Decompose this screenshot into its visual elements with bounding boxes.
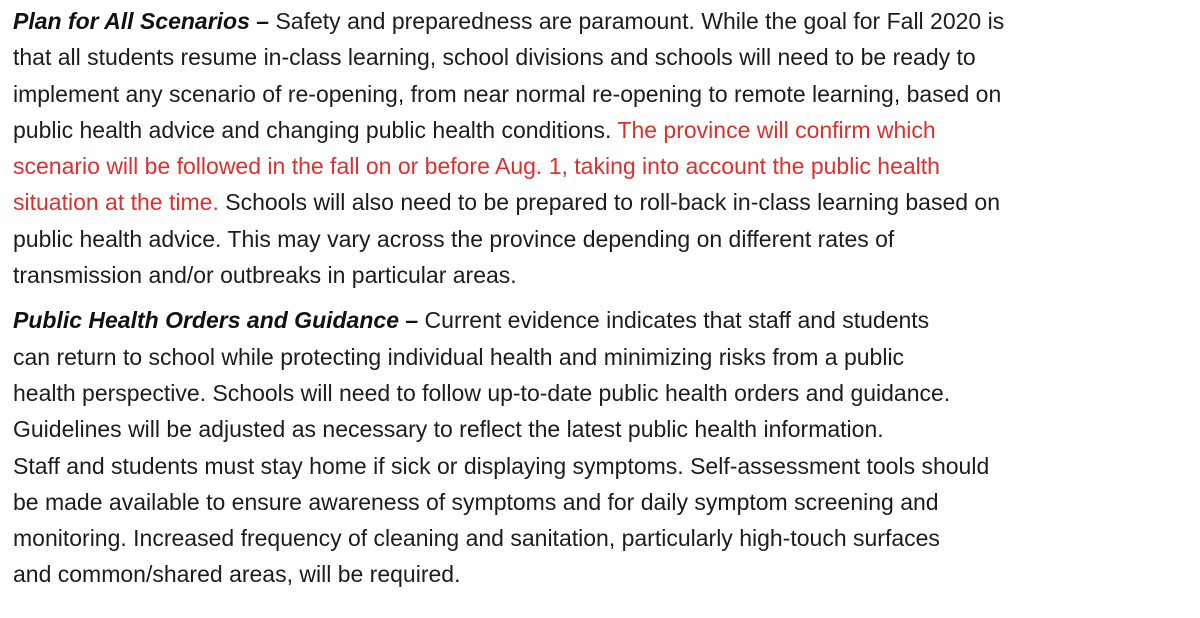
highlighted-text: scenario will be followed in the fall on or before Aug. 1, taking into account the public health [13,153,940,180]
text-run: be made available to ensure awareness of symptoms and for daily symptom screening and [13,488,939,515]
highlighted-text: The province will confirm which [617,116,936,143]
text-run: Safety and preparedness are paramount. While the goal for Fall 2020 is [269,8,1005,34]
text-run: Schools will also need to be prepared to roll-back in-class learning based on [218,189,1001,216]
text-run: Guidelines will be adjusted as necessary to reflect the latest public health information. [13,416,884,443]
paragraph-public-health-orders [13,302,1193,592]
text-line [13,3,1193,39]
text-run: Current evidence indicates that staff and students [418,307,930,334]
section-heading: Plan for All Scenarios – [13,8,270,34]
text-run: and common/shared areas, will be required. [13,561,461,588]
text-run: public health advice and changing public health conditions. [13,116,618,143]
text-line [13,76,1193,112]
text-line [13,257,1193,293]
highlighted-text: situation at the time. [13,189,219,216]
text-run: health perspective. Schools will need to follow up-to-date public health orders and guidance. [13,379,951,406]
text-line [13,339,1193,375]
text-line [13,148,1193,184]
paragraph-plan-for-all-scenarios [13,3,1193,293]
text-line [13,39,1193,75]
text-line [13,520,1193,556]
text-line [13,302,1193,338]
text-run: that all students resume in-class learning, school divisions and schools will need to be ready to [13,44,976,71]
text-run: transmission and/or outbreaks in particular areas. [13,262,517,289]
text-run: can return to school while protecting individual health and minimizing risks from a public [13,343,905,370]
text-line [13,112,1193,148]
text-line [13,411,1193,447]
text-line [13,484,1193,520]
section-heading: Public Health Orders and Guidance – [13,307,419,334]
text-run: implement any scenario of re-opening, from near normal re-opening to remote learning, based on [13,80,1002,107]
document-body [13,3,1193,593]
text-line [13,221,1193,257]
text-line [13,556,1193,592]
text-line [13,375,1193,411]
text-run: Staff and students must stay home if sick or displaying symptoms. Self-assessment tools should [13,452,990,479]
text-run: public health advice. This may vary across the province depending on different rates of [13,225,895,252]
text-run: monitoring. Increased frequency of cleaning and sanitation, particularly high-touch surfaces [13,525,940,552]
text-line [13,184,1193,220]
text-line [13,448,1193,484]
